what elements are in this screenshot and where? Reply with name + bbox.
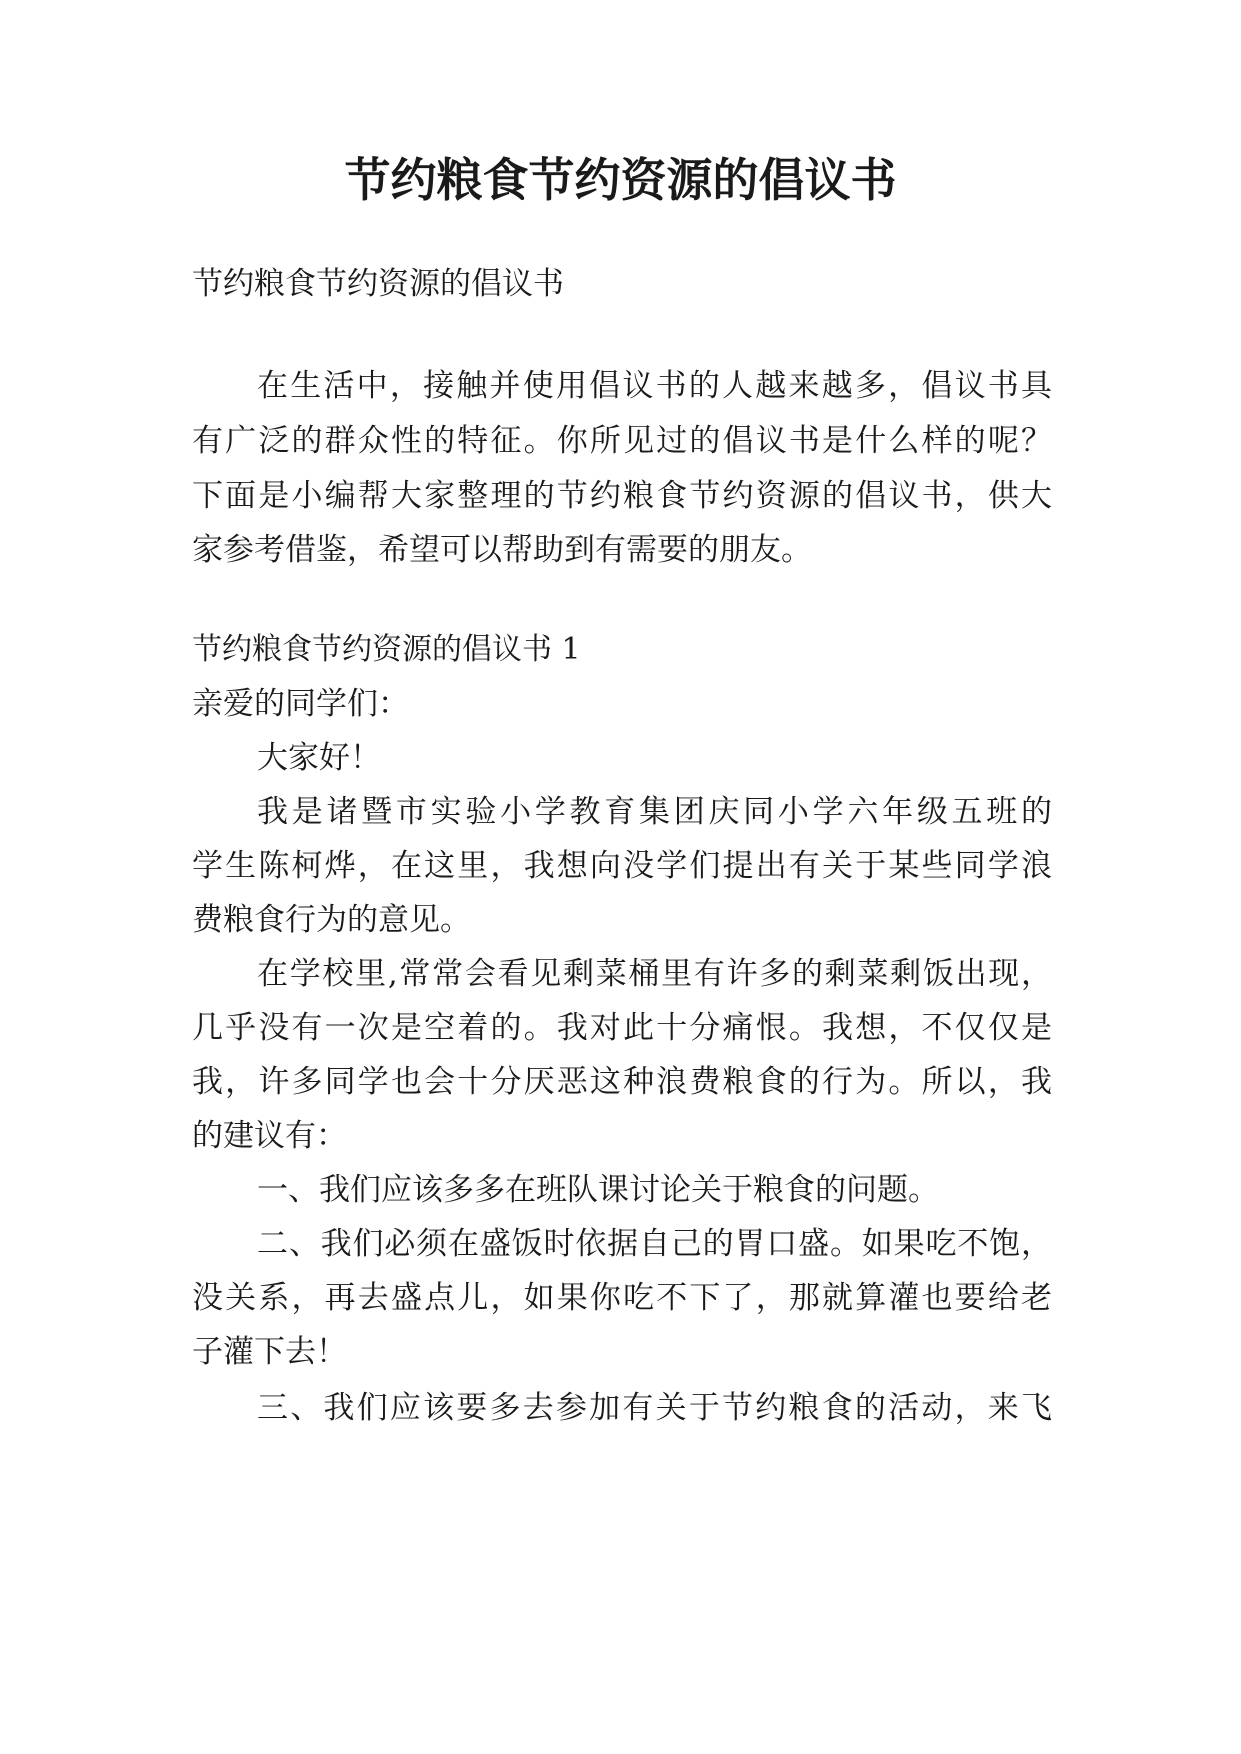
- body-line-1: 我是诸暨市实验小学教育集团庆同小学六年级五班的: [257, 794, 1052, 830]
- body-line-2: 学生陈柯烨，在这里，我想向没学们提出有关于某些同学浪: [192, 848, 1052, 884]
- intro-line-1: 在生活中，接触并使用倡议书的人越来越多，倡议书具: [257, 368, 1052, 404]
- salutation: 亲爱的同学们：: [192, 686, 409, 722]
- body-line-7: 的建议有：: [192, 1118, 347, 1154]
- body-line-12: 三、我们应该要多去参加有关于节约粮食的活动，来飞: [257, 1390, 1052, 1426]
- document-title: 节约粮食节约资源的倡议书: [344, 153, 897, 207]
- document-subtitle: 节约粮食节约资源的倡议书: [192, 266, 564, 302]
- intro-line-3: 下面是小编帮大家整理的节约粮食节约资源的倡议书，供大: [192, 478, 1052, 514]
- section-title: 节约粮食节约资源的倡议书 1: [192, 632, 581, 667]
- intro-line-4: 家参考借鉴，希望可以帮助到有需要的朋友。: [192, 532, 812, 568]
- body-line-3: 费粮食行为的意见。: [192, 902, 471, 938]
- body-line-5: 几乎没有一次是空着的。我对此十分痛恨。我想，不仅仅是: [192, 1010, 1052, 1046]
- body-line-11: 子灌下去！: [192, 1334, 347, 1370]
- body-line-9: 二、我们必须在盛饭时依据自己的胃口盛。如果吃不饱，: [257, 1226, 1052, 1262]
- body-line-4: 在学校里,常常会看见剩菜桶里有许多的剩菜剩饭出现，: [257, 956, 1052, 992]
- body-line-8: 一、我们应该多多在班队课讨论关于粮食的问题。: [257, 1172, 939, 1208]
- body-line-6: 我，许多同学也会十分厌恶这种浪费粮食的行为。所以，我: [192, 1064, 1052, 1100]
- body-line-10: 没关系，再去盛点儿，如果你吃不下了，那就算灌也要给老: [192, 1280, 1052, 1316]
- greeting: 大家好！: [257, 740, 381, 776]
- intro-line-2: 有广泛的群众性的特征。你所见过的倡议书是什么样的呢？: [192, 423, 1052, 459]
